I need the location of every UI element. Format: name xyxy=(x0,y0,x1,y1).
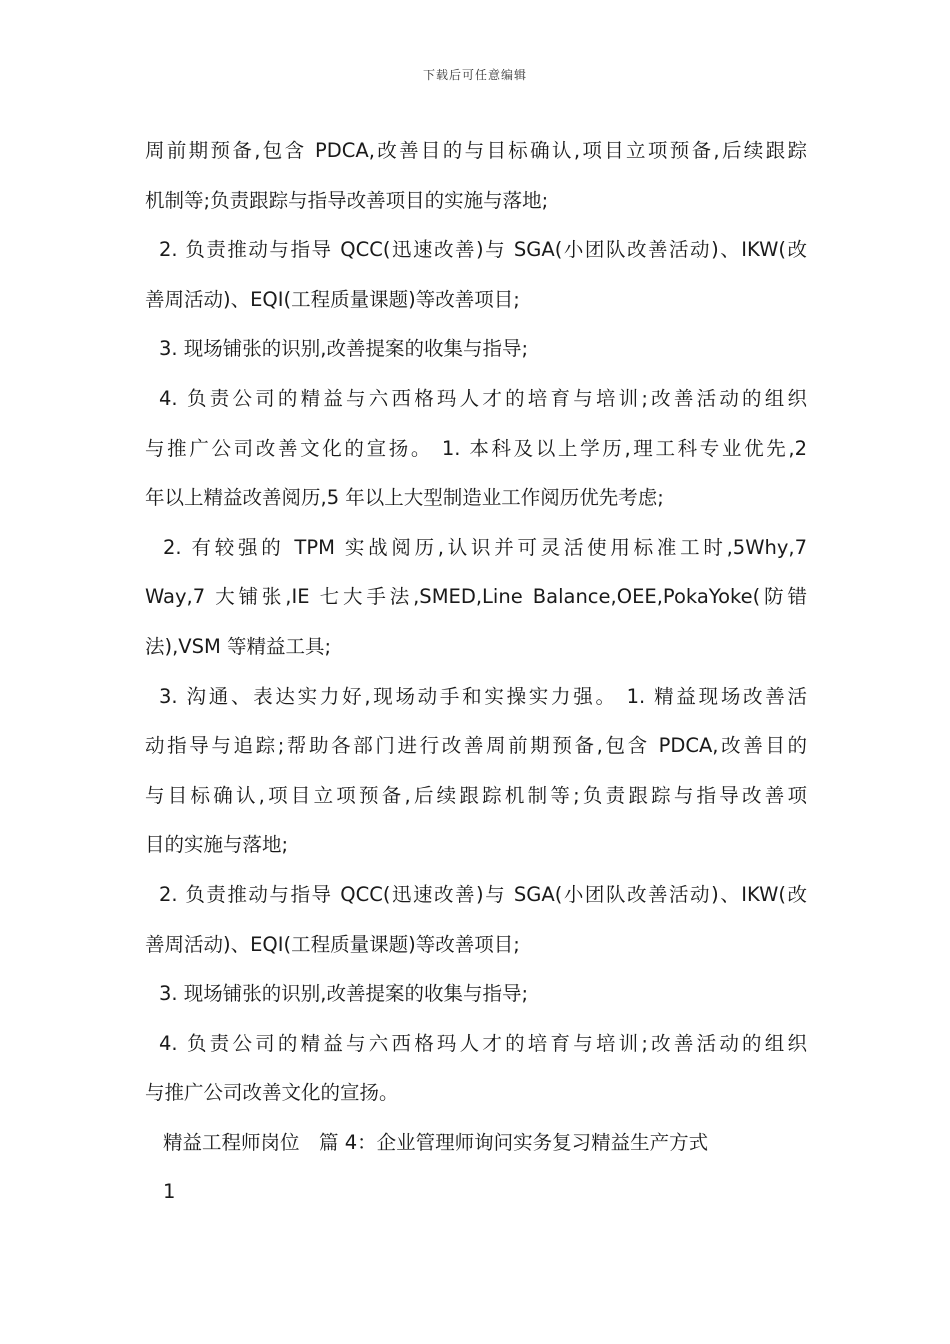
text-line: 4. 负责公司的精益与六西格玛人才的培育与培训;改善活动的组织 xyxy=(159,1031,807,1055)
text-line: Way,7 大铺张,IE 七大手法,SMED,Line Balance,OEE,PokaYoke(防错 xyxy=(145,585,807,609)
page-number: 1 xyxy=(163,1180,176,1204)
text-line: 3. 现场铺张的识别,改善提案的收集与指导; xyxy=(159,337,529,361)
text-line: 3. 现场铺张的识别,改善提案的收集与指导; xyxy=(159,982,529,1006)
text-line: 3. 沟通、表达实力好,现场动手和实操实力强。 1. 精益现场改善活 xyxy=(159,684,807,708)
text-line: 法),VSM 等精益工具; xyxy=(145,634,332,658)
text-line: 2. 负责推动与指导 QCC(迅速改善)与 SGA(小团队改善活动)、IKW(改 xyxy=(159,882,807,906)
document-body xyxy=(145,126,807,1217)
text-line: 动指导与追踪;帮助各部门进行改善周前期预备,包含 PDCA,改善目的 xyxy=(145,734,807,758)
text-line: 善周活动)、EQI(工程质量课题)等改善项目; xyxy=(145,932,520,956)
page-header: 下载后可任意编辑 xyxy=(422,68,527,82)
section-heading: 精益工程师岗位 篇 4：企业管理师询问实务复习精益生产方式 xyxy=(163,1130,709,1154)
text-line: 与推广公司改善文化的宣扬。 xyxy=(145,1081,399,1105)
text-line: 机制等;负责跟踪与指导改善项目的实施与落地; xyxy=(145,188,549,212)
text-line: 2. 负责推动与指导 QCC(迅速改善)与 SGA(小团队改善活动)、IKW(改 xyxy=(159,238,807,262)
text-line: 目的实施与落地; xyxy=(145,833,289,857)
text-line: 与目标确认,项目立项预备,后续跟踪机制等;负责跟踪与指导改善项 xyxy=(145,783,807,807)
text-line: 善周活动)、EQI(工程质量课题)等改善项目; xyxy=(145,287,520,311)
text-line: 2. 有较强的 TPM 实战阅历,认识并可灵活使用标准工时,5Why,7 xyxy=(163,535,807,559)
text-line: 4. 负责公司的精益与六西格玛人才的培育与培训;改善活动的组织 xyxy=(159,386,807,410)
text-line: 与推广公司改善文化的宣扬。 1. 本科及以上学历,理工科专业优先,2 xyxy=(145,436,807,460)
text-line: 年以上精益改善阅历,5 年以上大型制造业工作阅历优先考虑; xyxy=(145,486,664,510)
text-line: 周前期预备,包含 PDCA,改善目的与目标确认,项目立项预备,后续跟踪 xyxy=(145,139,807,162)
